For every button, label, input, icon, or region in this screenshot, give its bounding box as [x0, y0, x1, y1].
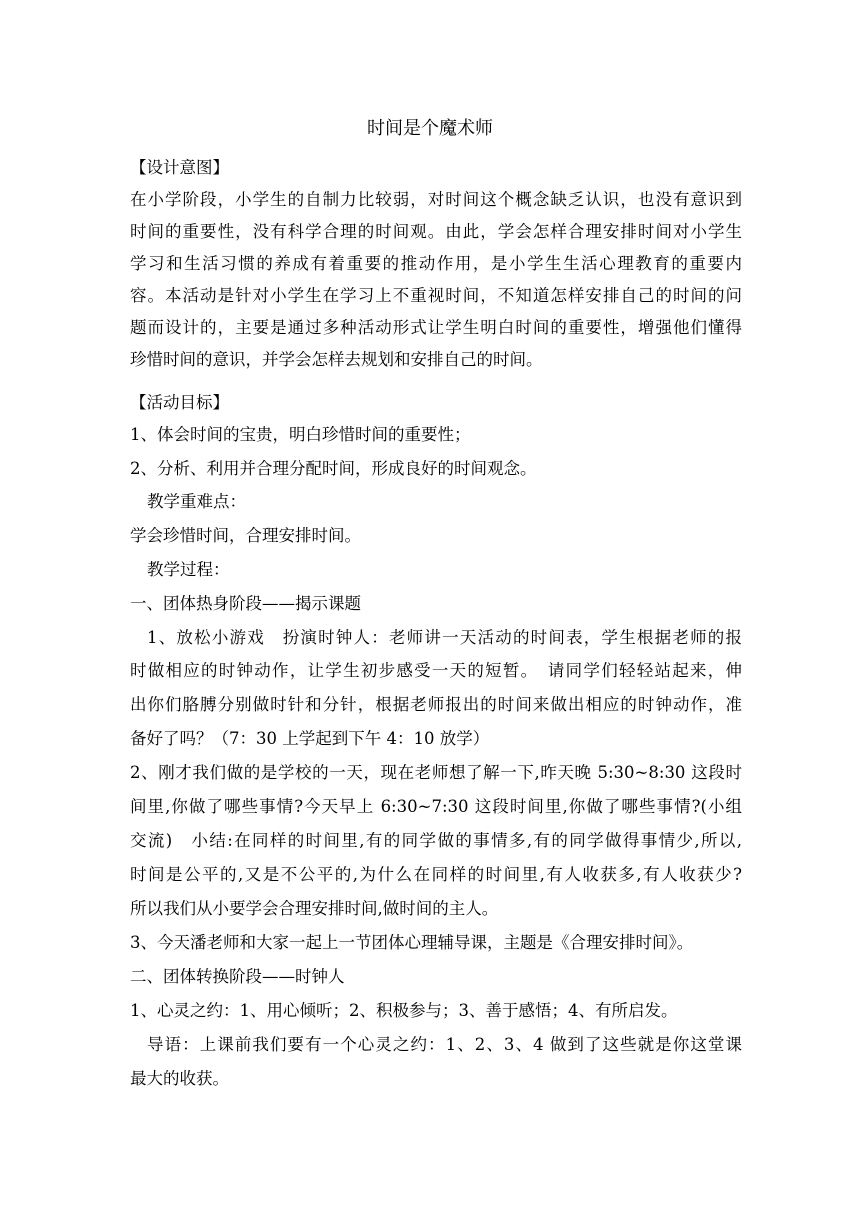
paragraph-line: 交流) 小结:在同样的时间里,有的同学做的事情多,有的同学做得事情少,所以, [130, 831, 742, 850]
goal-item: 2、分析、利用并合理分配时间，形成良好的时间观念。 [130, 459, 537, 478]
paragraph-line: 间里,你做了哪些事情?今天早上 6:30~7:30 这段时间里,你做了哪些事情?(小组 [130, 797, 742, 816]
paragraph-line: 珍惜时间的意识，并学会怎样去规划和安排自己的时间。 [130, 350, 543, 369]
section-label-process: 教学过程： [147, 560, 230, 579]
paragraph-line: 在小学阶段，小学生的自制力比较弱，对时间这个概念缺乏认识，也没有意识到 [130, 190, 742, 209]
goal-item: 1、体会时间的宝贵，明白珍惜时间的重要性； [130, 425, 471, 444]
paragraph-line: 1、放松小游戏 扮演时钟人：老师讲一天活动的时间表，学生根据老师的报 [147, 628, 742, 647]
paragraph-line: 所以我们从小要学会合理安排时间,做时间的主人。 [130, 899, 499, 918]
paragraph-line: 1、心灵之约：1、用心倾听；2、积极参与；3、善于感悟；4、有所启发。 [130, 1001, 678, 1020]
paragraph-line: 时间的重要性，没有科学合理的时间观。由此，学会怎样合理安排时间对小学生 [130, 222, 742, 241]
paragraph-line: 最大的收获。 [130, 1069, 229, 1088]
paragraph-line: 出你们胳膊分别做时针和分针，根据老师报出的时间来做出相应的时钟动作，准 [130, 695, 742, 714]
paragraph-line: 题而设计的，主要是通过多种活动形式让学生明白时间的重要性，增强他们懂得 [130, 318, 742, 337]
section-heading-activity-goals: 【活动目标】 [130, 393, 229, 412]
paragraph-line: 时间是公平的,又是不公平的,为什么在同样的时间里,有人收获多,有人收获少? [130, 865, 742, 884]
paragraph-line: 备好了吗？（7：30 上学起到下午 4：10 放学） [130, 729, 490, 748]
section-heading-design-intent: 【设计意图】 [130, 158, 229, 177]
document-title: 时间是个魔术师 [367, 118, 493, 139]
paragraph-line: 2、刚才我们做的是学校的一天，现在老师想了解一下,昨天晚 5:30~8:30 这段时 [130, 763, 742, 782]
paragraph-line: 3、今天潘老师和大家一起上一节团体心理辅导课，主题是《合理安排时间》。 [130, 933, 694, 952]
section-label-key-points: 教学重难点： [147, 492, 246, 511]
paragraph-line: 时做相应的时钟动作，让学生初步感受一天的短暂。 请同学们轻轻站起来，伸 [130, 661, 742, 680]
paragraph-line: 容。本活动是针对小学生在学习上不重视时间，不知道怎样安排自己的时间的问 [130, 286, 742, 305]
key-points-text: 学会珍惜时间，合理安排时间。 [130, 526, 361, 545]
paragraph-line: 导语：上课前我们要有一个心灵之约：1、2、3、4 做到了这些就是你这堂课 [147, 1035, 742, 1054]
paragraph-line: 学习和生活习惯的养成有着重要的推动作用，是小学生生活心理教育的重要内 [130, 254, 742, 273]
stage-heading: 一、团体热身阶段——揭示课题 [130, 594, 361, 613]
stage-heading: 二、团体转换阶段——时钟人 [130, 967, 345, 986]
